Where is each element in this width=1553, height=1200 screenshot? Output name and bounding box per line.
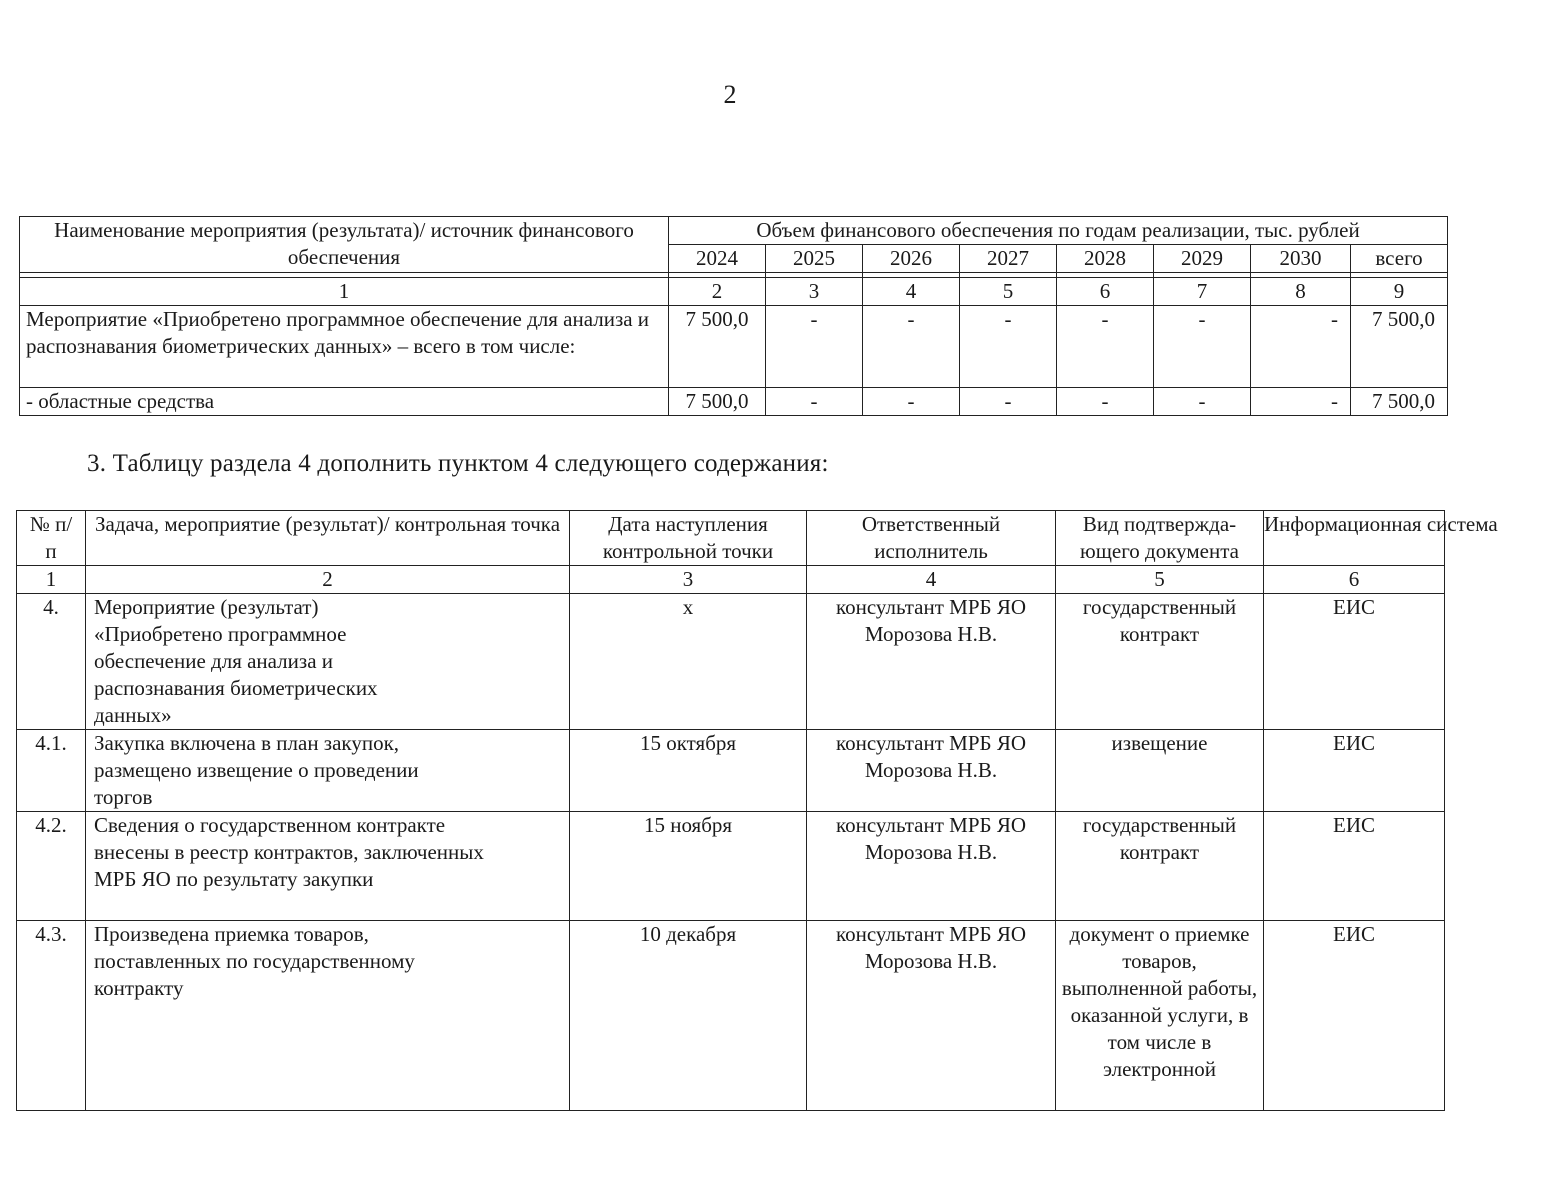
row-task: Произведена приемка товаров, поставленных по государственному контракту (86, 921, 570, 1111)
task-table (16, 510, 1498, 1111)
task-header-row (17, 511, 1445, 566)
row-number: 4.2. (17, 812, 86, 921)
task-column-numbers-row (17, 566, 1445, 594)
header-task: Задача, мероприятие (результат)/ контрольная точка (86, 511, 570, 566)
finance-value: 7 500,0 (669, 306, 766, 388)
finance-year-header: 2026 (863, 245, 960, 273)
finance-value: - (766, 306, 863, 388)
row-responsible: консультант МРБ ЯО Морозова Н.В. (807, 812, 1056, 921)
finance-year-header: 2025 (766, 245, 863, 273)
row-date: 10 декабря (570, 921, 807, 1111)
row-doc-type: государственный контракт (1056, 812, 1264, 921)
task-row-4-2 (17, 812, 1445, 921)
finance-value: - (863, 388, 960, 416)
column-number: 2 (86, 566, 570, 594)
row-system: ЕИС (1264, 921, 1445, 1111)
row-number: 4.1. (17, 730, 86, 812)
row-task: Закупка включена в план закупок, размещено извещение о проведении торгов (86, 730, 570, 812)
column-number: 6 (1264, 566, 1445, 594)
finance-value: - (1057, 306, 1154, 388)
column-number: 6 (1057, 278, 1154, 306)
header-responsible: Ответственный исполнитель (807, 511, 1056, 566)
column-number: 4 (807, 566, 1056, 594)
finance-year-header: 2028 (1057, 245, 1154, 273)
page-number: 2 (723, 80, 737, 109)
row-system: ЕИС (1264, 812, 1445, 921)
finance-value: - (1057, 388, 1154, 416)
row-responsible: консультант МРБ ЯО Морозова Н.В. (807, 730, 1056, 812)
finance-value: - (766, 388, 863, 416)
header-num: № п/п (17, 511, 86, 566)
row-date: х (570, 594, 807, 730)
finance-value: - (863, 306, 960, 388)
finance-column-numbers-row (20, 278, 1448, 306)
finance-total-value: 7 500,0 (1351, 306, 1448, 388)
finance-row-name: Мероприятие «Приобретено программное обеспечение для анализа и распознавания биометрических данных» – всего в том числе: (20, 306, 669, 388)
row-date: 15 октября (570, 730, 807, 812)
instruction-text: 3. Таблицу раздела 4 дополнить пунктом 4 следующего содержания: (87, 450, 829, 477)
row-doc-type: извещение (1056, 730, 1264, 812)
finance-total-value: 7 500,0 (1351, 388, 1448, 416)
row-date: 15 ноября (570, 812, 807, 921)
column-number: 1 (20, 278, 669, 306)
finance-row-name: - областные средства (20, 388, 669, 416)
row-task: Мероприятие (результат) «Приобретено программное обеспечение для анализа и распознавания биометрических данных» (86, 594, 570, 730)
finance-value: - (1251, 306, 1351, 388)
finance-value: - (1154, 388, 1251, 416)
row-responsible: консультант МРБ ЯО Морозова Н.В. (807, 594, 1056, 730)
row-system: ЕИС (1264, 594, 1445, 730)
row-number: 4. (17, 594, 86, 730)
finance-value: 7 500,0 (669, 388, 766, 416)
finance-total-header: всего (1351, 245, 1448, 273)
header-date: Дата наступления контрольной точки (570, 511, 807, 566)
row-task: Сведения о государственном контракте внесены в реестр контрактов, заключенных МРБ ЯО по результату закупки (86, 812, 570, 921)
column-number: 8 (1251, 278, 1351, 306)
finance-value: - (960, 306, 1057, 388)
task-row-4-1 (17, 730, 1445, 812)
column-number: 4 (863, 278, 960, 306)
finance-value: - (1251, 388, 1351, 416)
finance-header-name: Наименование мероприятия (результата)/ источник финансового обеспечения (20, 217, 669, 273)
finance-header-volume: Объем финансового обеспечения по годам реализации, тыс. рублей (669, 217, 1448, 245)
finance-table (19, 216, 1448, 416)
header-system: Информационная система (1264, 511, 1445, 566)
finance-row-regional-funds (20, 388, 1448, 416)
column-number: 3 (570, 566, 807, 594)
column-number: 5 (960, 278, 1057, 306)
row-system: ЕИС (1264, 730, 1445, 812)
finance-year-header: 2029 (1154, 245, 1251, 273)
column-number: 2 (669, 278, 766, 306)
finance-header-row-1 (20, 217, 1448, 245)
finance-year-header: 2027 (960, 245, 1057, 273)
column-number: 3 (766, 278, 863, 306)
column-number: 1 (17, 566, 86, 594)
finance-value: - (960, 388, 1057, 416)
row-doc-type: документ о приемке товаров, выполненной работы, оказанной услуги, в том числе в электронной (1056, 921, 1264, 1111)
row-number: 4.3. (17, 921, 86, 1111)
column-number: 7 (1154, 278, 1251, 306)
column-number: 9 (1351, 278, 1448, 306)
finance-value: - (1154, 306, 1251, 388)
finance-year-header: 2030 (1251, 245, 1351, 273)
column-number: 5 (1056, 566, 1264, 594)
header-doc-type: Вид подтвержда-ющего документа (1056, 511, 1264, 566)
row-doc-type: государственный контракт (1056, 594, 1264, 730)
task-row-4 (17, 594, 1445, 730)
finance-year-header: 2024 (669, 245, 766, 273)
task-row-4-3 (17, 921, 1445, 1111)
finance-row-event-total (20, 306, 1448, 388)
row-responsible: консультант МРБ ЯО Морозова Н.В. (807, 921, 1056, 1111)
